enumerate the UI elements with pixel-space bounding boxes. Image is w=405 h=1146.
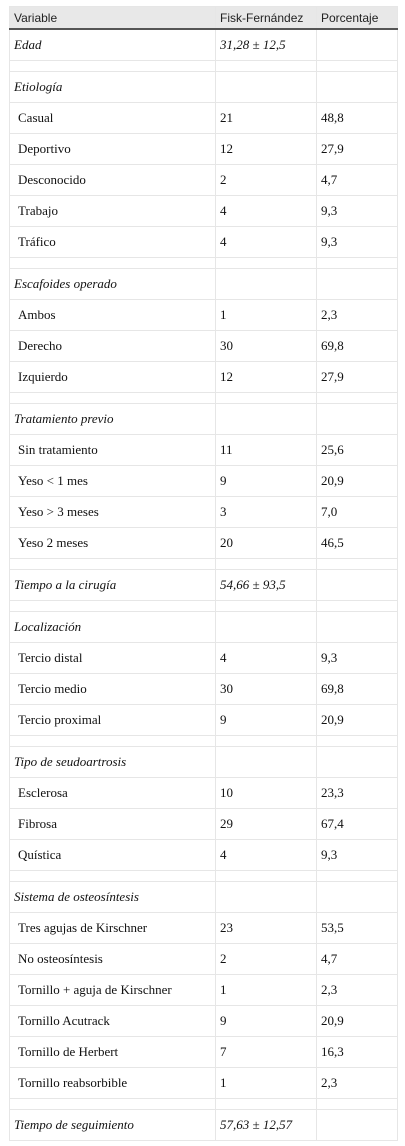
spacer-cell — [317, 559, 398, 570]
section-header-row — [10, 72, 398, 103]
table-row — [10, 975, 398, 1006]
table-row — [10, 103, 398, 134]
spacer-cell — [317, 61, 398, 72]
section-value — [216, 72, 317, 103]
spacer-cell — [216, 61, 317, 72]
row-percentage: 9,3 — [317, 840, 398, 871]
header-porcentaje: Porcentaje — [317, 7, 398, 30]
row-count: 1 — [216, 300, 317, 331]
row-percentage: 2,3 — [317, 300, 398, 331]
section-header-row — [10, 404, 398, 435]
spacer-row — [10, 871, 398, 882]
table-row — [10, 1037, 398, 1068]
row-label: Tornillo de Herbert — [10, 1037, 216, 1068]
row-percentage: 20,9 — [317, 466, 398, 497]
section-title: Localización — [10, 612, 216, 643]
row-label: Yeso < 1 mes — [10, 466, 216, 497]
row-count: 4 — [216, 196, 317, 227]
table-row — [10, 674, 398, 705]
section-header-row — [10, 1110, 398, 1141]
section-title: Sistema de osteosíntesis — [10, 882, 216, 913]
table-row — [10, 944, 398, 975]
row-percentage: 16,3 — [317, 1037, 398, 1068]
row-label: Izquierdo — [10, 362, 216, 393]
row-label: Casual — [10, 103, 216, 134]
section-value — [216, 404, 317, 435]
row-percentage: 2,3 — [317, 1068, 398, 1099]
section-value — [216, 882, 317, 913]
section-header-row — [10, 570, 398, 601]
section-value: 57,63 ± 12,57 — [216, 1110, 317, 1141]
section-title: Tiempo de seguimiento — [10, 1110, 216, 1141]
section-title: Tiempo a la cirugía — [10, 570, 216, 601]
section-empty-cell — [317, 747, 398, 778]
row-label: Trabajo — [10, 196, 216, 227]
section-empty-cell — [317, 72, 398, 103]
data-table — [9, 6, 398, 1141]
table-row — [10, 196, 398, 227]
row-count: 2 — [216, 165, 317, 196]
section-title: Tipo de seudoartrosis — [10, 747, 216, 778]
spacer-cell — [317, 1099, 398, 1110]
row-count: 12 — [216, 362, 317, 393]
row-count: 21 — [216, 103, 317, 134]
row-count: 4 — [216, 643, 317, 674]
row-count: 20 — [216, 528, 317, 559]
section-value: 54,66 ± 93,5 — [216, 570, 317, 601]
header-fisk-fernandez: Fisk-Fernández — [216, 7, 317, 30]
spacer-cell — [10, 61, 216, 72]
row-count: 12 — [216, 134, 317, 165]
header-row — [10, 7, 398, 30]
table-row — [10, 227, 398, 258]
table-row — [10, 809, 398, 840]
spacer-cell — [317, 258, 398, 269]
row-percentage: 25,6 — [317, 435, 398, 466]
row-percentage: 48,8 — [317, 103, 398, 134]
table-row — [10, 466, 398, 497]
row-count: 30 — [216, 674, 317, 705]
row-count: 9 — [216, 466, 317, 497]
row-label: Tercio distal — [10, 643, 216, 674]
spacer-cell — [317, 736, 398, 747]
row-label: Yeso > 3 meses — [10, 497, 216, 528]
row-percentage: 27,9 — [317, 134, 398, 165]
section-empty-cell — [317, 1110, 398, 1141]
section-title: Tratamiento previo — [10, 404, 216, 435]
table-row — [10, 778, 398, 809]
row-label: Desconocido — [10, 165, 216, 196]
section-title: Escafoides operado — [10, 269, 216, 300]
section-header-row — [10, 269, 398, 300]
section-header-row — [10, 29, 398, 61]
spacer-cell — [216, 258, 317, 269]
table-row — [10, 840, 398, 871]
spacer-cell — [10, 559, 216, 570]
section-value — [216, 612, 317, 643]
table-row — [10, 435, 398, 466]
section-empty-cell — [317, 612, 398, 643]
spacer-cell — [317, 871, 398, 882]
spacer-row — [10, 258, 398, 269]
section-header-row — [10, 612, 398, 643]
row-count: 2 — [216, 944, 317, 975]
spacer-cell — [317, 601, 398, 612]
table-row — [10, 497, 398, 528]
spacer-cell — [10, 871, 216, 882]
row-percentage: 7,0 — [317, 497, 398, 528]
section-empty-cell — [317, 882, 398, 913]
row-percentage: 67,4 — [317, 809, 398, 840]
row-percentage: 20,9 — [317, 705, 398, 736]
row-label: Fibrosa — [10, 809, 216, 840]
row-percentage: 9,3 — [317, 196, 398, 227]
spacer-row — [10, 393, 398, 404]
spacer-cell — [10, 393, 216, 404]
row-percentage: 69,8 — [317, 674, 398, 705]
section-value — [216, 747, 317, 778]
row-percentage: 53,5 — [317, 913, 398, 944]
row-count: 10 — [216, 778, 317, 809]
row-percentage: 4,7 — [317, 165, 398, 196]
row-percentage: 2,3 — [317, 975, 398, 1006]
table-body — [10, 29, 398, 1141]
row-percentage: 4,7 — [317, 944, 398, 975]
row-count: 7 — [216, 1037, 317, 1068]
row-label: Tornillo + aguja de Kirschner — [10, 975, 216, 1006]
row-label: Derecho — [10, 331, 216, 362]
spacer-cell — [216, 393, 317, 404]
row-percentage: 9,3 — [317, 643, 398, 674]
row-count: 9 — [216, 1006, 317, 1037]
row-label: Yeso 2 meses — [10, 528, 216, 559]
row-count: 3 — [216, 497, 317, 528]
section-header-row — [10, 747, 398, 778]
section-value — [216, 269, 317, 300]
row-percentage: 20,9 — [317, 1006, 398, 1037]
row-percentage: 23,3 — [317, 778, 398, 809]
table-row — [10, 528, 398, 559]
section-title: Edad — [10, 29, 216, 61]
row-label: Tercio proximal — [10, 705, 216, 736]
header-variable: Variable — [10, 7, 216, 30]
row-label: Deportivo — [10, 134, 216, 165]
section-value: 31,28 ± 12,5 — [216, 29, 317, 61]
spacer-cell — [216, 601, 317, 612]
row-count: 1 — [216, 1068, 317, 1099]
row-percentage: 46,5 — [317, 528, 398, 559]
table-row — [10, 165, 398, 196]
row-count: 30 — [216, 331, 317, 362]
spacer-cell — [216, 871, 317, 882]
row-count: 23 — [216, 913, 317, 944]
row-count: 1 — [216, 975, 317, 1006]
section-header-row — [10, 882, 398, 913]
row-label: Tornillo reabsorbible — [10, 1068, 216, 1099]
spacer-cell — [10, 601, 216, 612]
spacer-cell — [10, 258, 216, 269]
row-label: Tres agujas de Kirschner — [10, 913, 216, 944]
row-label: Ambos — [10, 300, 216, 331]
row-count: 29 — [216, 809, 317, 840]
table-row — [10, 134, 398, 165]
spacer-cell — [216, 559, 317, 570]
row-label: Esclerosa — [10, 778, 216, 809]
row-label: Tornillo Acutrack — [10, 1006, 216, 1037]
spacer-cell — [216, 736, 317, 747]
row-label: Tercio medio — [10, 674, 216, 705]
table-row — [10, 1068, 398, 1099]
section-empty-cell — [317, 404, 398, 435]
table-row — [10, 705, 398, 736]
spacer-cell — [317, 393, 398, 404]
spacer-cell — [10, 1099, 216, 1110]
row-percentage: 69,8 — [317, 331, 398, 362]
section-empty-cell — [317, 570, 398, 601]
section-empty-cell — [317, 269, 398, 300]
row-percentage: 27,9 — [317, 362, 398, 393]
row-count: 4 — [216, 227, 317, 258]
row-label: Sin tratamiento — [10, 435, 216, 466]
table-row — [10, 331, 398, 362]
row-count: 9 — [216, 705, 317, 736]
spacer-row — [10, 601, 398, 612]
table-row — [10, 1006, 398, 1037]
row-count: 4 — [216, 840, 317, 871]
spacer-row — [10, 61, 398, 72]
row-label: No osteosíntesis — [10, 944, 216, 975]
table-row — [10, 913, 398, 944]
spacer-cell — [10, 736, 216, 747]
spacer-row — [10, 559, 398, 570]
section-title: Etiología — [10, 72, 216, 103]
table-row — [10, 643, 398, 674]
table-row — [10, 300, 398, 331]
section-empty-cell — [317, 29, 398, 61]
spacer-row — [10, 1099, 398, 1110]
row-label: Quística — [10, 840, 216, 871]
spacer-cell — [216, 1099, 317, 1110]
row-percentage: 9,3 — [317, 227, 398, 258]
spacer-row — [10, 736, 398, 747]
row-count: 11 — [216, 435, 317, 466]
table-row — [10, 362, 398, 393]
row-label: Tráfico — [10, 227, 216, 258]
